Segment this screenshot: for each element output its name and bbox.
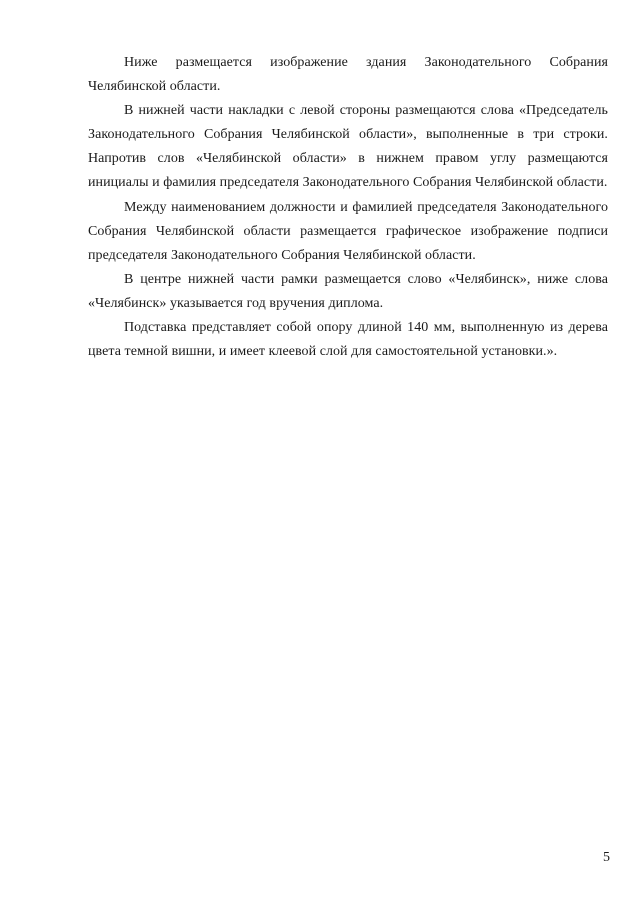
paragraph-chairman-words: В нижней части накладки с левой стороны размещаются слова «Председатель Законодательного Собрания Челябинской области», выполненные в три строки. Напротив слов «Челябинской области» в нижнем правом углу размещаются инициалы и фамилия председателя Законодательного Собрания Челябинской области. [88, 103, 608, 191]
page-number: 5 [603, 850, 610, 865]
paragraph-building-image: Ниже размещается изображение здания Законодательного Собрания Челябинской области. [88, 55, 608, 95]
paragraph-city-year: В центре нижней части рамки размещается слово «Челябинск», ниже слова «Челябинск» указывается год вручения диплома. [88, 271, 608, 311]
paragraph-stand: Подставка представляет собой опору длиной 140 мм, выполненную из дерева цвета темной вишни, и имеет клеевой слой для самостоятельной установки.». [88, 320, 608, 360]
paragraph-signature: Между наименованием должности и фамилией председателя Законодательного Собрания Челябинской области размещается графическое изображение подписи председателя Законодательного Собрания Челябинской области. [88, 199, 608, 263]
body-text [88, 51, 608, 364]
